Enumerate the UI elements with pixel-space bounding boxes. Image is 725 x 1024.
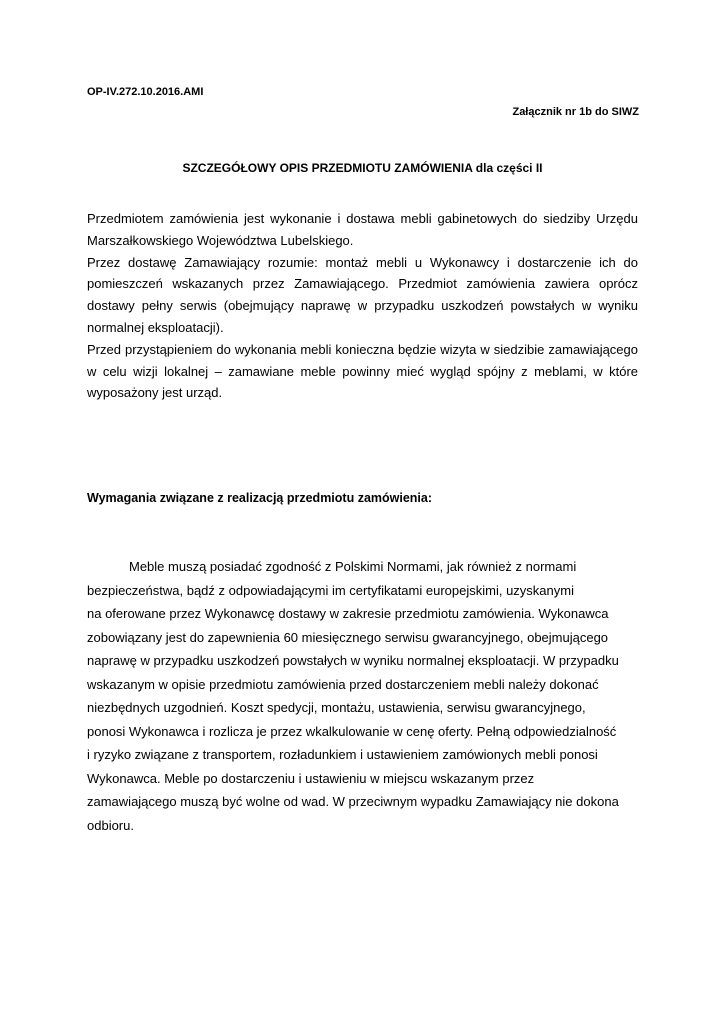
intro-paragraph: Przedmiotem zamówienia jest wykonanie i dostawa mebli gabinetowych do siedziby Urzędu Marszałkowskiego Województwa Lubelskiego. <box>87 211 638 248</box>
requirements-heading: Wymagania związane z realizacją przedmiotu zamówienia: <box>87 491 433 505</box>
document-title: SZCZEGÓŁOWY OPIS PRZEDMIOTU ZAMÓWIENIA dla części II <box>182 161 543 175</box>
requirements-line: Wykonawca. Meble po dostarczeniu i ustawieniu w miejscu wskazanym przez <box>87 770 535 786</box>
requirements-line: naprawę w przypadku uszkodzeń powstałych w wyniku normalnej eksploatacji. W przypadku <box>87 653 619 668</box>
requirements-line: wskazanym w opisie przedmiotu zamówienia przed dostarczeniem mebli należy dokonać <box>87 676 599 692</box>
reference-number: OP-IV.272.10.2016.AMI <box>87 86 204 98</box>
requirements-line: na oferowane przez Wykonawcę dostawy w zakresie przedmiotu zamówienia. Wykonawca <box>87 606 609 621</box>
requirements-paragraph <box>87 555 647 837</box>
intro-paragraph: Przez dostawę Zamawiający rozumie: montaż mebli u Wykonawcy i dostarczenie ich do pomieszczeń wskazanych przez Zamawiającego. Przedmiot zamówienia zawiera oprócz dostawy pełny serwis (obejmujący naprawę w przypadku uszkodzeń powstałych w wyniku normalnej eksploatacji). <box>87 254 638 335</box>
requirements-line: i ryzyko związane z transportem, rozładunkiem i ustawieniem zamówionych mebli ponosi <box>87 747 598 762</box>
requirements-line: Meble muszą posiadać zgodność z Polskimi Normami, jak również z normami <box>129 559 577 574</box>
intro-section <box>87 208 638 404</box>
requirements-line: zamawiającego muszą być wolne od wad. W przeciwnym wypadku Zamawiający nie dokona <box>87 794 619 809</box>
requirements-line: bezpieczeństwa, bądź z odpowiadającymi im certyfikatami europejskimi, uzyskanymi <box>87 582 574 598</box>
requirements-line: zobowiązany jest do zapewnienia 60 miesięcznego serwisu gwarancyjnego, obejmującego <box>87 629 609 645</box>
intro-paragraph: Przed przystąpieniem do wykonania mebli konieczna będzie wizyta w siedzibie zamawiającego w celu wizji lokalnej – zamawiane meble powinny mieć wygląd spójny z meblami, w które wyposażony jest urząd. <box>87 341 638 401</box>
requirements-line: odbioru. <box>87 817 134 833</box>
attachment-label: Załącznik nr 1b do SIWZ <box>512 106 639 118</box>
requirements-line: ponosi Wykonawca i rozlicza je przez wkalkulowanie w cenę oferty. Pełną odpowiedzialność <box>87 723 617 739</box>
requirements-line: niezbędnych uzgodnień. Koszt spedycji, montażu, ustawienia, serwisu gwarancyjnego, <box>87 700 586 715</box>
requirements-section <box>87 555 647 837</box>
